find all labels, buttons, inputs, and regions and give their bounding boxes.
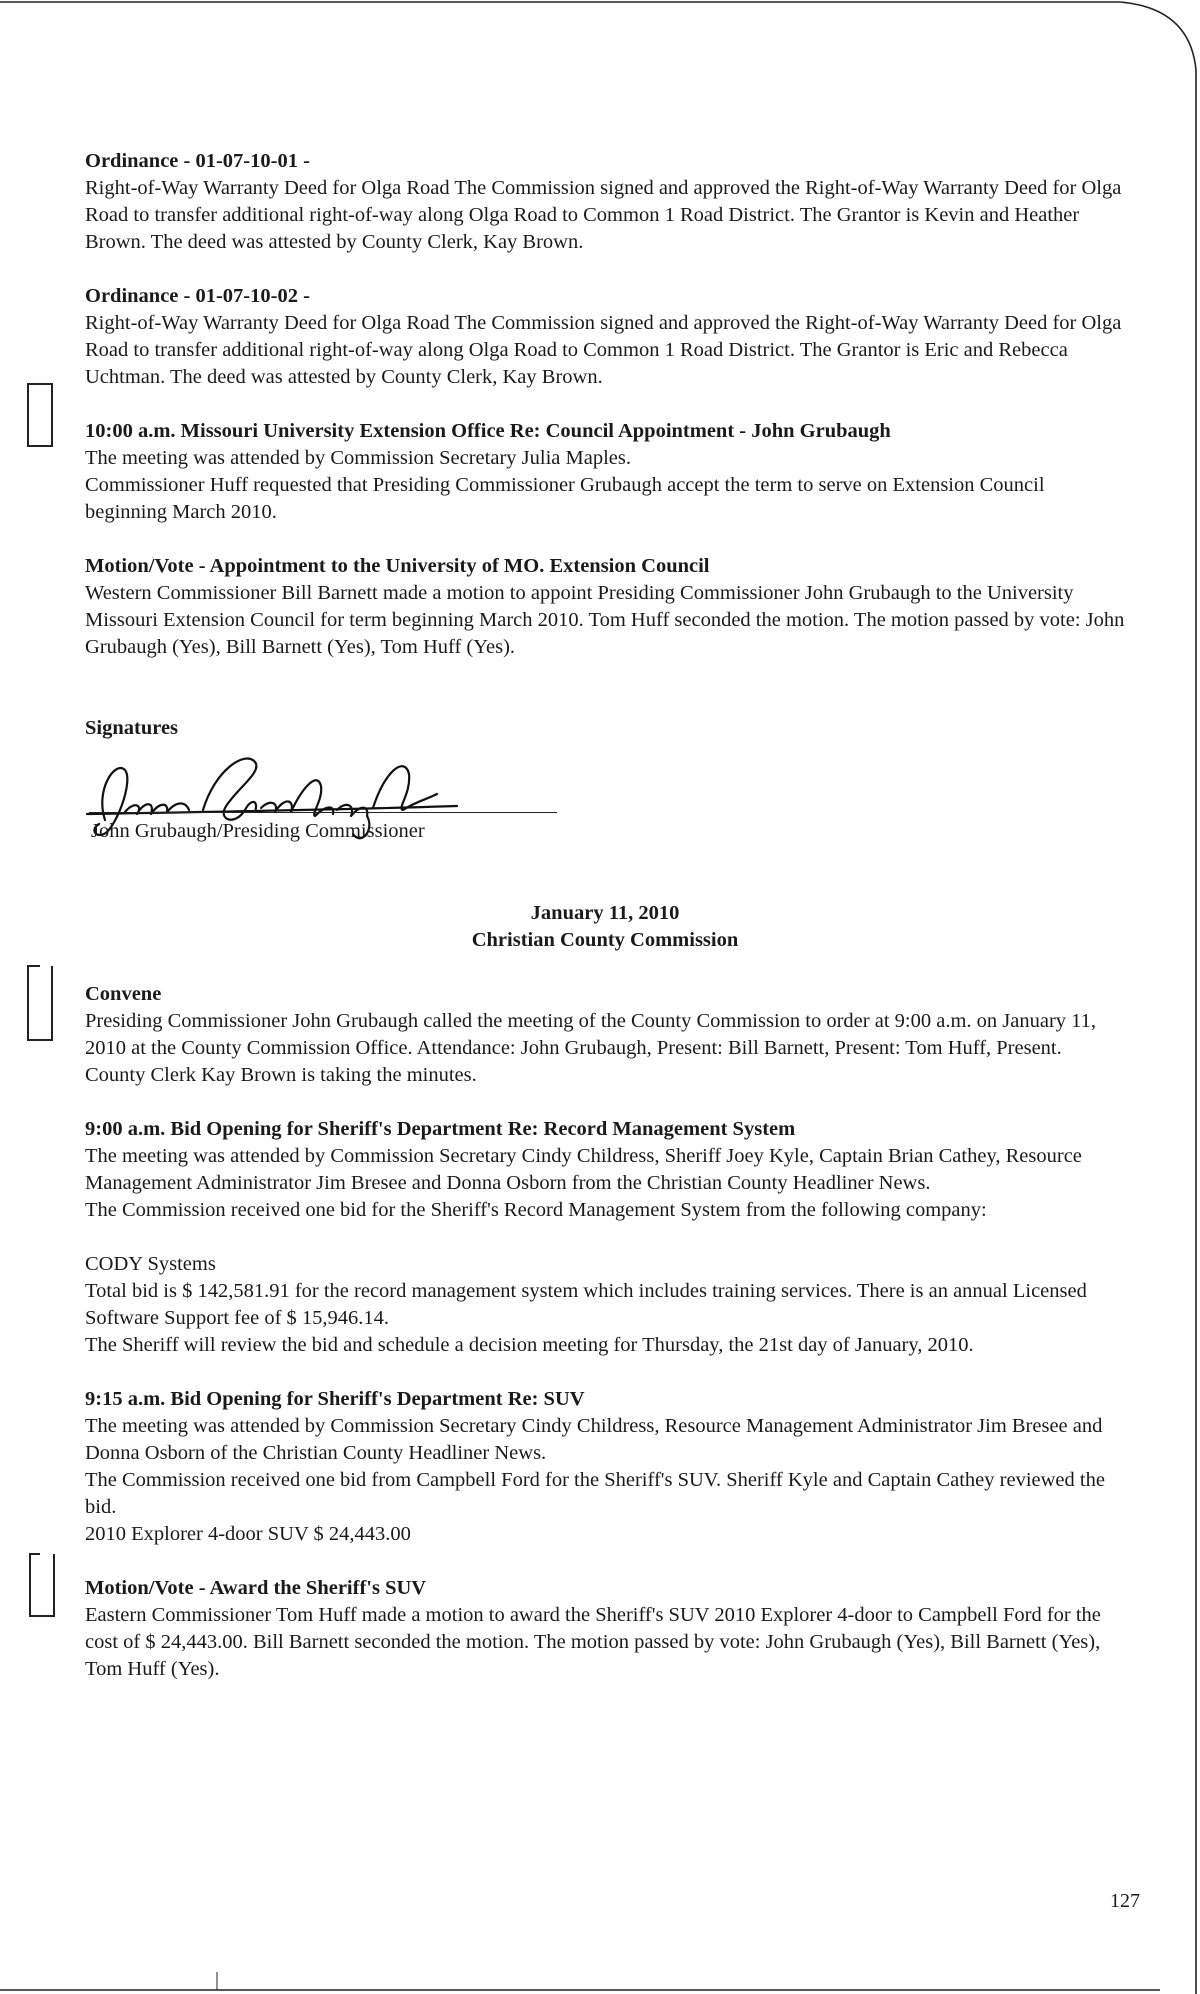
section-text: Eastern Commissioner Tom Huff made a motion to award the Sheriff's SUV 2010 Explorer 4-door to Campbell Ford for the cost of $ 24,443.00. Bill Barnett seconded the motion. The motion passed by vote: John Grubaugh (Yes), Bill Barnett (Yes), Tom Huff (Yes). [85,1604,1101,1680]
motion-vote-extension-section [85,553,1125,661]
ordinance-text: Right-of-Way Warranty Deed for Olga Road The Commission signed and approved the Right-of-Way Warranty Deed for Olga Road to transfer additional right-of-way along Olga Road to Common 1 Road District. The Grantor is Eric and Rebecca Uchtman. The deed was attested by County Clerk, Kay Brown. [85,312,1122,388]
extension-office-section [85,418,1125,526]
meeting-header [85,900,1125,954]
document-body [85,148,1125,1683]
signature-line [89,812,557,813]
signature-caption: John Grubaugh/Presiding Commissioner [91,820,425,842]
section-text: The meeting was attended by Commission Secretary Julia Maples. [85,447,631,469]
commission-name: Christian County Commission [471,929,739,951]
section-text: The Commission received one bid from Campbell Ford for the Sheriff's SUV. Sheriff Kyle and Captain Cathey reviewed the bid. [85,1469,1105,1518]
convene-section [85,981,1125,1089]
ordinance-section-1 [85,148,1125,256]
meeting-date: January 11, 2010 [530,902,680,924]
ordinance-text: Right-of-Way Warranty Deed for Olga Road The Commission signed and approved the Right-of-Way Warranty Deed for Olga Road to transfer additional right-of-way along Olga Road to Common 1 Road District. The Grantor is Kevin and Heather Brown. The deed was attested by County Clerk, Kay Brown. [85,177,1122,253]
signature-area [85,742,1125,862]
section-title: 9:00 a.m. Bid Opening for Sheriff's Department Re: Record Management System [85,1118,796,1140]
section-text: The meeting was attended by Commission Secretary Cindy Childress, Sheriff Joey Kyle, Captain Brian Cathey, Resource Management Administrator Jim Bresee and Donna Osborn from the Christian County Headliner News. [85,1145,1082,1194]
signatures-section [85,715,1125,862]
section-text: The meeting was attended by Commission Secretary Cindy Childress, Resource Management Administrator Jim Bresee and Donna Osborn of the Christian County Headliner News. [85,1415,1103,1464]
section-text: Total bid is $ 142,581.91 for the record management system which includes training services. There is an annual Licensed Software Support fee of $ 15,946.14. [85,1280,1087,1329]
ordinance-title: Ordinance - 01-07-10-01 - [85,150,310,172]
bid-opening-rms-section [85,1116,1125,1359]
section-text: Presiding Commissioner John Grubaugh called the meeting of the County Commission to order at 9:00 a.m. on January 11, 2010 at the County Commission Office. Attendance: John Grubaugh, Present: Bill Barnett, Present: Tom Huff, Present. County Clerk Kay Brown is taking the minutes. [85,1010,1097,1086]
margin-bracket-2 [28,966,52,1040]
section-text: The Commission received one bid for the Sheriff's Record Management System from the following company: [85,1199,987,1221]
motion-vote-suv-section [85,1575,1125,1683]
margin-bracket-3 [30,1554,54,1616]
section-title: Motion/Vote - Award the Sheriff's SUV [85,1577,427,1599]
margin-bracket-1 [28,384,52,446]
section-text: The Sheriff will review the bid and schedule a decision meeting for Thursday, the 21st day of January, 2010. [85,1334,974,1356]
ordinance-title: Ordinance - 01-07-10-02 - [85,285,310,307]
bid-line-item: 2010 Explorer 4-door SUV $ 24,443.00 [85,1523,411,1545]
page-number: 127 [1110,1890,1140,1912]
section-title: Convene [85,983,162,1005]
section-text: Commissioner Huff requested that Presiding Commissioner Grubaugh accept the term to serve on Extension Council beginning March 2010. [85,474,1045,523]
section-title: Signatures [85,717,179,739]
section-title: 9:15 a.m. Bid Opening for Sheriff's Department Re: SUV [85,1388,585,1410]
bid-opening-suv-section [85,1386,1125,1548]
section-title: Motion/Vote - Appointment to the University of MO. Extension Council [85,555,710,577]
section-title: 10:00 a.m. Missouri University Extension Office Re: Council Appointment - John Grubaugh [85,420,891,442]
ordinance-section-2 [85,283,1125,391]
section-text: Western Commissioner Bill Barnett made a motion to appoint Presiding Commissioner John Grubaugh to the University Missouri Extension Council for term beginning March 2010. Tom Huff seconded the motion. The motion passed by vote: John Grubaugh (Yes), Bill Barnett (Yes), Tom Huff (Yes). [85,582,1125,658]
bidder-name: CODY Systems [85,1253,216,1275]
